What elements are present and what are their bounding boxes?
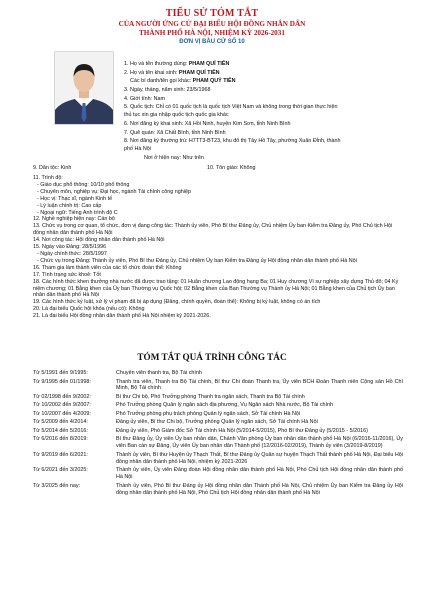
document-title: TIỂU SỬ TÓM TẮT: [165, 8, 259, 19]
electoral-unit: ĐƠN VỊ BẦU CỬ SỐ 10: [179, 39, 245, 45]
birth-name-value: PHAM QUÍ TIÊN: [178, 70, 220, 76]
current-occupation: 12. Nghề nghiệp hiện nay: Cán bộ: [33, 216, 115, 223]
career-row: [33, 419, 403, 426]
career-description: Thành ủy viên, Phó Bí thư Đảng ủy Hội đồng nhân dân Thành phố Hà Nội, Chủ nhiệm Ủy ban Kiểm tra Đảng ủy Hội đồng nhân dân thành phố Hà Nội, Phó Chủ tịch Hội đồng nhân dân thành phố Hà Nội: [116, 482, 403, 496]
education-degree: - Học vị: Thạc sĩ, ngành Kinh tế: [37, 195, 113, 202]
education-professional: - Chuyên môn, nghiệp vụ: Đại học, ngành Tài chính công nghiệp: [37, 188, 191, 195]
career-timeline: [33, 370, 403, 498]
info-gender: 4. Giới tính: Nam: [124, 96, 165, 102]
info-common-name: 1. Họ và tên thường dùng: PHAM QUÍ TIÊN: [124, 61, 230, 67]
education-political-theory: - Lý luận chính trị: Cao cấp: [37, 202, 102, 209]
common-name-value: PHAM QUÍ TIÊN: [188, 61, 230, 67]
details-section: [33, 175, 403, 320]
career-section-title: TÓM TẮT QUÁ TRÌNH CÔNG TÁC: [137, 352, 287, 362]
career-period: Từ 6/2021 đến 3/2025:: [33, 467, 88, 474]
career-description: Đảng ủy viên, Bí thư Chi bộ, Trưởng phòng Quản lý ngân sách, Sở Tài chính Hà Nội: [116, 419, 318, 426]
education-general: - Giáo dục phổ thông: 10/10 phổ thông: [37, 181, 130, 188]
career-description: Thanh tra viên, Thanh tra Bộ Tài chính, Bí thư Chi đoàn Thanh tra, Ủy viên BCH Đoàn Thanh niên Cộng sản Hồ Chí Minh, Bộ Tài chính: [116, 378, 403, 392]
info-birth-name: 2. Họ và tên khai sinh: PHAM QUÍ TIÊN: [124, 70, 220, 76]
career-period: Từ 5/1991 đến 9/1995:: [33, 370, 88, 376]
career-row: [33, 452, 403, 466]
portrait-photo-icon: [55, 52, 113, 124]
organization-membership: 16. Tham gia làm thành viên của các tổ chức đoàn thể: Không: [33, 264, 182, 271]
disciplinary-record: 19. Các hình thức kỷ luật, xử lý vi phạm đã bị áp dụng (Đảng, chính quyền, đoàn thể): Không bị kỷ luật, không có án tích: [33, 299, 321, 306]
career-period: Từ 6/2016 đến 8/2019:: [33, 436, 88, 443]
party-official-date: - Ngày chính thức: 28/5/1997: [37, 250, 107, 257]
career-row: [33, 483, 403, 497]
info-religion: 10. Tôn giáo: Không: [207, 165, 256, 171]
career-period: Từ 02/1998 đến 9/2002:: [33, 393, 91, 400]
career-row: [33, 428, 403, 435]
career-period: Từ 10/2007 đến 4/2009:: [33, 410, 91, 417]
career-row: [33, 411, 403, 418]
career-description: Phó Trưởng phòng phụ trách phòng Quản lý ngân sách, Sở Tài chính Hà Nội: [116, 410, 301, 417]
document-subtitle-1: CỦA NGƯỜI ỨNG CỬ ĐẠI BIỂU HỘI ĐỒNG NHÂN DÂN: [118, 20, 306, 28]
career-description: Đảng ủy viên, Phó Giám đốc Sở Tài chính Hà Nội (5/2014-5/2015), Phó Bí thư Đảng ủy (5/2015 - 5/2016): [116, 427, 368, 434]
career-period: Từ 9/1995 đến 01/1998:: [33, 378, 91, 385]
info-alias: Các bí danh/tên gọi khác: PHAM QUÝ TIÊN: [130, 78, 236, 84]
info-residence-line-1: 8. Nơi đăng ký thường trú: H7TT3-BT23, khu đô thị Tây Hồ Tây, phường Xuân Đỉnh, thành: [124, 138, 341, 144]
career-period: Từ 9/2019 đến 6/2021:: [33, 451, 88, 458]
career-description: Bí thư Chi bộ, Phó Trưởng phòng Thanh tra ngân sách, Thanh tra Bộ Tài chính: [116, 393, 305, 400]
career-description: Thành ủy viên, Ủy viên Đảng đoàn Hội đồng nhân dân thành phố Hà Nội, Phó Chủ tịch Hội đồng nhân dân thành phố Hà Nội: [116, 467, 403, 481]
career-period: Từ 3/2025 đến nay:: [33, 482, 81, 489]
workplace: 14. Nơi công tác: Hội đồng nhân dân thành phố Hà Nội: [33, 237, 165, 244]
career-description: Chuyên viên thanh tra, Bộ Tài chính: [116, 370, 202, 376]
party-admission-date: 15. Ngày vào Đảng: 28/5/1996: [33, 244, 107, 251]
national-assembly-delegate: 20. Là đại biểu Quốc hội khóa (nếu có): Không: [33, 306, 145, 313]
info-hometown: 7. Quê quán: Xã Chất Bình, tỉnh Ninh Bình: [124, 130, 226, 136]
career-row: [33, 467, 403, 481]
info-ethnicity: 9. Dân tộc: Kinh: [33, 165, 72, 171]
document-subtitle-2: THÀNH PHỐ HÀ NỘI, NHIỆM KỲ 2026-2031: [139, 29, 285, 37]
portrait-photo: [54, 51, 114, 125]
career-row: [33, 436, 403, 450]
career-row: [33, 394, 403, 401]
alias-value: PHAM QUÝ TIÊN: [192, 78, 236, 84]
document-header: [0, 8, 424, 46]
career-description: Bí thư Đảng ủy, Ủy viên Ủy ban nhân dân, Chánh Văn phòng Ủy ban nhân dân thành phố Hà Nội (6/2016-11/2016), Ủy viên Ban cán sự Đảng, Ủy viên Ủy ban nhân dân Thành phố (12/2016-02/2019), Thành ủy viên (3/2019-8/2019): [116, 436, 403, 450]
info-birth-date: 3. Ngày, tháng, năm sinh: 23/5/1968: [124, 87, 211, 93]
info-nationality-line-2: thủ tục xin gia nhập quốc tịch quốc gia khác: [124, 112, 229, 118]
party-position: - Chức vụ trong Đảng: Thành ủy viên, Phó Bí thư Đảng ủy, Chủ nhiệm Ủy ban Kiểm tra Đảng ủy Hội đồng nhân dân thành phố Hà Nội: [37, 257, 357, 264]
info-residence-line-2: phố Hà Nội: [124, 146, 151, 152]
career-period: Từ 5/2014 đến 5/2016:: [33, 427, 88, 434]
council-delegate: 21. Là đại biểu Hội đồng nhân dân thành phố Hà Nội nhiệm kỳ 2021-2026.: [33, 313, 211, 320]
education-heading: 11. Trình độ:: [33, 175, 63, 181]
career-description: Thành ủy viên, Bí thư Huyện ủy Thạch Thất, Bí thư Đảng ủy Quân sự huyện Thạch Thất thành phố Hà Nội, Đại biểu Hội đồng nhân dân thành phố Hà Nội, nhiệm kỳ 2021-2026: [116, 451, 403, 465]
career-row: [33, 370, 403, 377]
info-current-address: Nơi ở hiện nay: Như trên: [144, 155, 204, 161]
education-foreign-language: - Ngoại ngữ: Tiếng Anh trình độ C: [37, 209, 118, 216]
awards: 18. Các hình thức khen thưởng nhà nước đã được trao tặng: 01 Huân chương Lao động hạng Ba; 01 Huy chương Vì sự nghiệp xây dựng Thủ đô; 04 Kỷ niệm chương; 01 Bằng khen của Ủy ban Thường vụ Quốc hội; 02 Bằng khen của Ban Thường vụ Thành ủy Hà Nội; 01 Bằng khen của Chủ tịch Ủy ban nhân dân thành phố Hà Nội: [33, 278, 399, 299]
current-position: 13. Chức vụ trong cơ quan, tổ chức, đơn vị đang công tác: Thành ủy viên, Phó Bí thư Đảng ủy, Chủ nhiệm Ủy ban Kiểm tra Đảng ủy, Phó Chủ tịch Hội đồng nhân dân thành phố Hà Nội: [33, 223, 393, 237]
health-status: 17. Tình trạng sức khoẻ: Tốt: [33, 271, 101, 278]
info-birth-registration: 6. Nơi đăng ký khai sinh: Xã Hồi Ninh, huyện Kim Sơn, tỉnh Ninh Bình: [124, 121, 291, 127]
career-period: Từ 10/2002 đến 9/2007:: [33, 402, 91, 409]
info-nationality-line-1: 5. Quốc tịch: Chỉ có 01 quốc tịch là quốc tịch Việt Nam và không trong thời gian thực hiện: [124, 104, 338, 110]
career-row: [33, 379, 403, 393]
career-row: [33, 402, 403, 409]
career-description: Phó Trưởng phòng Quản lý ngân sách địa phương, Vụ Ngân sách Nhà nước, Bộ Tài chính: [116, 402, 334, 409]
career-period: Từ 5/2009 đến 4/2014:: [33, 419, 88, 426]
